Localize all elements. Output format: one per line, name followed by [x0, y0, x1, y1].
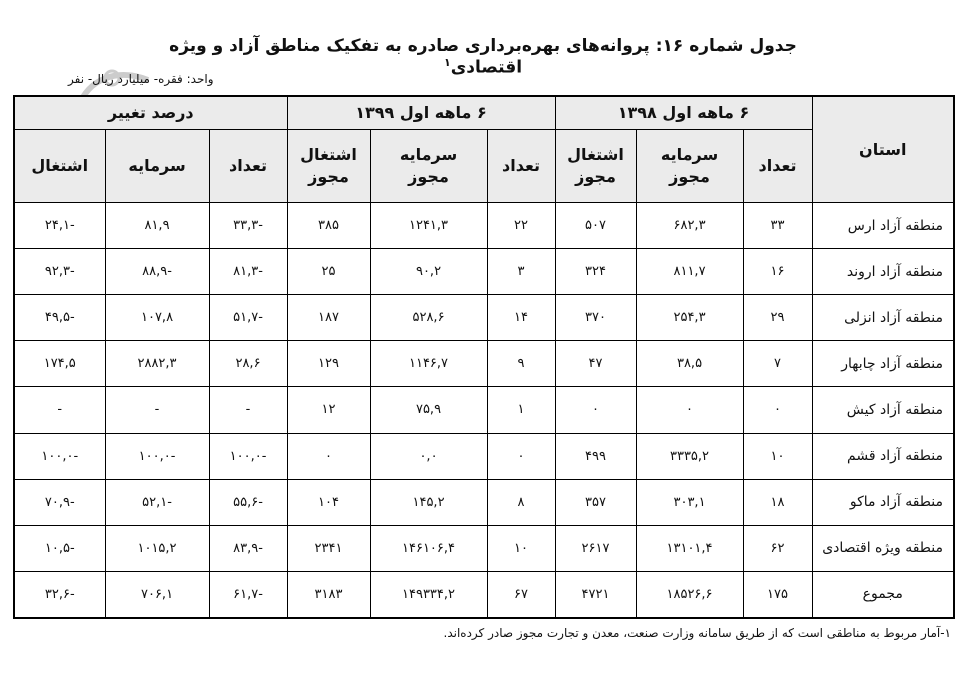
header-line: مجوز	[575, 167, 616, 186]
cell-jobs-1398: ۴۹۹	[555, 433, 636, 479]
cell-jobs-change: -۳۲,۶	[14, 571, 105, 618]
header-group-1398: ۶ ماهه اول ۱۳۹۸	[555, 96, 812, 130]
cell-jobs-1399: ۱۲۹	[287, 341, 370, 387]
cell-capital-1399: ۱۴۹۳۳۴,۲	[370, 571, 487, 618]
cell-jobs-1399: ۱۸۷	[287, 295, 370, 341]
header-count-1398: تعداد	[743, 130, 812, 203]
cell-jobs-1398: ۰	[555, 387, 636, 433]
cell-province: منطقه آزاد ماکو	[812, 479, 954, 525]
header-line: سرمایه	[660, 145, 719, 165]
cell-count-1398: ۱۷۵	[743, 571, 812, 618]
cell-capital-change: -۸۸,۹	[105, 249, 209, 295]
cell-capital-change: ۲۸۸۲,۳	[105, 341, 209, 387]
cell-jobs-1398: ۴۷۲۱	[555, 571, 636, 618]
cell-count-1398: ۱۰	[743, 433, 812, 479]
table-row	[14, 525, 954, 571]
unit-note: واحد: فقره- میلیارد ریال- نفر	[68, 72, 214, 86]
cell-count-change: -۶۱,۷	[209, 571, 287, 618]
cell-jobs-1398: ۳۲۴	[555, 249, 636, 295]
cell-jobs-1399: ۲۵	[287, 249, 370, 295]
header-jobs-1399	[287, 130, 370, 203]
header-province: استان	[812, 96, 954, 203]
table-title	[150, 36, 816, 78]
cell-count-1399: ۱۰	[487, 525, 555, 571]
footnote: ۱-آمار مربوط به مناطقی است که از طریق سامانه وزارت صنعت، معدن و تجارت مجوز صادر کرده‌اند.	[443, 626, 951, 640]
header-capital-1398	[636, 130, 743, 203]
table-row	[14, 387, 954, 433]
cell-jobs-change: -۱۰۰,۰	[14, 433, 105, 479]
cell-province: منطقه آزاد کیش	[812, 387, 954, 433]
header-count-change: تعداد	[209, 130, 287, 203]
cell-count-1399: ۰	[487, 433, 555, 479]
cell-capital-1399: ۱۴۶۱۰۶,۴	[370, 525, 487, 571]
cell-capital-change: -۱۰۰,۰	[105, 433, 209, 479]
table-row	[14, 433, 954, 479]
header-jobs-change: اشتغال	[14, 130, 105, 203]
header-line: سرمایه	[399, 145, 458, 165]
cell-jobs-1398: ۴۷	[555, 341, 636, 387]
cell-province: منطقه آزاد چابهار	[812, 341, 954, 387]
cell-capital-change: ۸۱,۹	[105, 203, 209, 249]
permits-table	[13, 95, 955, 619]
cell-capital-1398: ۲۵۴,۳	[636, 295, 743, 341]
header-jobs-1398	[555, 130, 636, 203]
cell-count-1398: ۳۳	[743, 203, 812, 249]
cell-capital-1398: ۳۳۳۵,۲	[636, 433, 743, 479]
header-capital-change: سرمایه	[105, 130, 209, 203]
cell-jobs-1399: ۱۲	[287, 387, 370, 433]
cell-capital-1399: ۱۲۴۱,۳	[370, 203, 487, 249]
cell-jobs-change: -	[14, 387, 105, 433]
cell-capital-1398: ۳۰۳,۱	[636, 479, 743, 525]
cell-capital-change: -	[105, 387, 209, 433]
cell-jobs-1398: ۳۵۷	[555, 479, 636, 525]
cell-capital-change: ۱۰۱۵,۲	[105, 525, 209, 571]
cell-count-1398: ۲۹	[743, 295, 812, 341]
cell-jobs-1398: ۵۰۷	[555, 203, 636, 249]
cell-jobs-change: -۴۹,۵	[14, 295, 105, 341]
cell-count-1398: ۱۶	[743, 249, 812, 295]
table-row	[14, 249, 954, 295]
cell-count-1399: ۳	[487, 249, 555, 295]
table-row-total	[14, 571, 954, 618]
cell-count-1398: ۷	[743, 341, 812, 387]
header-group-change: درصد تغییر	[14, 96, 287, 130]
cell-jobs-1399: ۲۳۴۱	[287, 525, 370, 571]
cell-capital-1398: ۸۱۱,۷	[636, 249, 743, 295]
header-group-1399: ۶ ماهه اول ۱۳۹۹	[287, 96, 555, 130]
title-footnote-mark: ۱	[443, 56, 451, 69]
cell-province: منطقه آزاد انزلی	[812, 295, 954, 341]
table-row	[14, 203, 954, 249]
cell-count-1399: ۶۷	[487, 571, 555, 618]
cell-count-change: -۱۰۰,۰	[209, 433, 287, 479]
cell-province: منطقه ویژه اقتصادی	[812, 525, 954, 571]
cell-capital-change: ۱۰۷,۸	[105, 295, 209, 341]
cell-capital-1399: ۱۴۵,۲	[370, 479, 487, 525]
cell-count-change: ۲۸,۶	[209, 341, 287, 387]
cell-capital-1398: ۳۸,۵	[636, 341, 743, 387]
cell-capital-1399: ۵۲۸,۶	[370, 295, 487, 341]
cell-province: منطقه آزاد قشم	[812, 433, 954, 479]
cell-capital-1398: ۰	[636, 387, 743, 433]
cell-jobs-1398: ۲۶۱۷	[555, 525, 636, 571]
cell-capital-1398: ۶۸۲,۳	[636, 203, 743, 249]
cell-capital-1398: ۱۸۵۲۶,۶	[636, 571, 743, 618]
header-line: مجوز	[669, 167, 710, 186]
header-count-1399: تعداد	[487, 130, 555, 203]
cell-jobs-change: -۱۰,۵	[14, 525, 105, 571]
cell-province: مجموع	[812, 571, 954, 618]
cell-capital-1398: ۱۳۱۰۱,۴	[636, 525, 743, 571]
cell-count-change: -۳۳,۳	[209, 203, 287, 249]
cell-capital-1399: ۷۵,۹	[370, 387, 487, 433]
table-row	[14, 479, 954, 525]
header-line: اشتغال	[300, 145, 357, 165]
header-line: مجوز	[408, 167, 449, 186]
cell-province: منطقه آزاد اروند	[812, 249, 954, 295]
cell-jobs-change: ۱۷۴,۵	[14, 341, 105, 387]
cell-jobs-change: -۹۲,۳	[14, 249, 105, 295]
cell-count-1398: ۶۲	[743, 525, 812, 571]
cell-jobs-change: -۲۴,۱	[14, 203, 105, 249]
table-row	[14, 341, 954, 387]
cell-jobs-1399: ۳۸۵	[287, 203, 370, 249]
header-capital-1399	[370, 130, 487, 203]
cell-count-change: -۸۳,۹	[209, 525, 287, 571]
cell-count-change: -۵۵,۶	[209, 479, 287, 525]
cell-jobs-1399: ۳۱۸۳	[287, 571, 370, 618]
cell-capital-1399: ۱۱۴۶,۷	[370, 341, 487, 387]
cell-capital-1399: ۰,۰	[370, 433, 487, 479]
cell-jobs-change: -۷۰,۹	[14, 479, 105, 525]
cell-count-1399: ۲۲	[487, 203, 555, 249]
table-row	[14, 295, 954, 341]
cell-count-1398: ۱۸	[743, 479, 812, 525]
cell-count-1399: ۱	[487, 387, 555, 433]
cell-jobs-1399: ۱۰۴	[287, 479, 370, 525]
cell-count-change: -	[209, 387, 287, 433]
cell-province: منطقه آزاد ارس	[812, 203, 954, 249]
cell-count-1399: ۱۴	[487, 295, 555, 341]
header-line: مجوز	[308, 167, 349, 186]
cell-capital-1399: ۹۰,۲	[370, 249, 487, 295]
cell-count-1399: ۹	[487, 341, 555, 387]
cell-jobs-1399: ۰	[287, 433, 370, 479]
cell-count-1399: ۸	[487, 479, 555, 525]
title-text: جدول شماره ۱۶: پروانه‌های بهره‌برداری صادره به تفکیک مناطق آزاد و ویژه اقتصادی	[169, 36, 797, 78]
cell-jobs-1398: ۳۷۰	[555, 295, 636, 341]
cell-capital-change: ۷۰۶,۱	[105, 571, 209, 618]
header-line: اشتغال	[567, 145, 624, 165]
cell-count-change: -۸۱,۳	[209, 249, 287, 295]
cell-count-change: -۵۱,۷	[209, 295, 287, 341]
cell-capital-change: -۵۲,۱	[105, 479, 209, 525]
cell-count-1398: ۰	[743, 387, 812, 433]
